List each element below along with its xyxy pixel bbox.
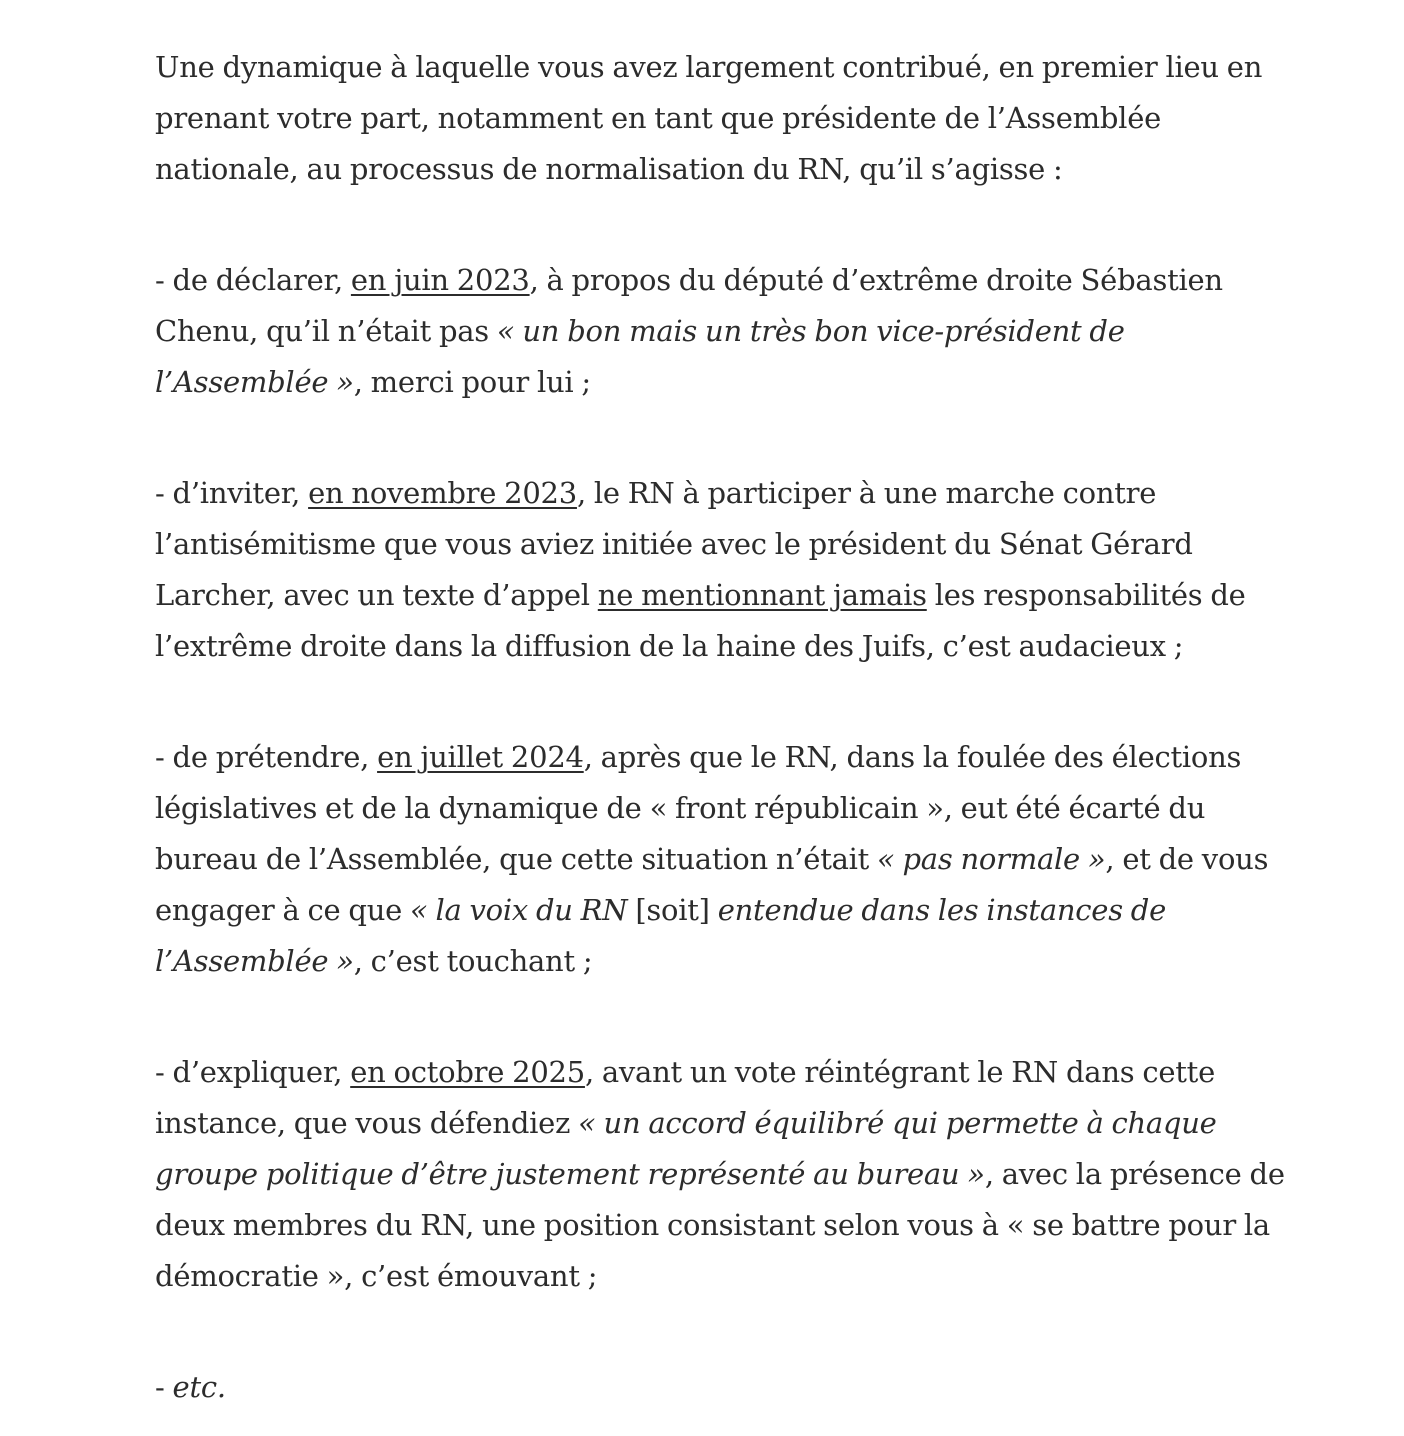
item-text: - d’inviter,: [155, 476, 309, 510]
article-body: [155, 42, 1290, 1413]
item-text: , avant un vote réintégrant le RN dans cette instance, que vous défendiez: [155, 1055, 1215, 1140]
item-text: -: [155, 1370, 173, 1404]
list-item: [155, 255, 1290, 408]
item-text: , à propos du député d’extrême droite Sébastien Chenu, qu’il n’était pas: [155, 263, 1223, 348]
link-juillet-2024[interactable]: en juillet 2024: [377, 740, 584, 774]
list-item: [155, 1047, 1290, 1302]
item-etc: etc.: [172, 1370, 226, 1404]
item-text: , après que le RN, dans la foulée des élections législatives et de la dynamique de « front républicain », eut été écarté du bureau de l’Assemblée, que cette situation n’était: [155, 740, 1242, 876]
item-text: - de déclarer,: [155, 263, 351, 297]
item-quote: « un bon mais un très bon vice-président de l’Assemblée »: [155, 314, 1125, 399]
list-item: [155, 1362, 1290, 1413]
link-novembre-2023[interactable]: en novembre 2023: [308, 476, 577, 510]
intro-text: Une dynamique à laquelle vous avez largement contribué, en premier lieu en prenant votre part, notamment en tant que présidente de l’Assemblée nationale, au processus de normalisation du RN, qu’il s’agisse :: [155, 50, 1263, 186]
item-text: , le RN à participer à une marche contre l’antisémitisme que vous aviez initiée avec le président du Sénat Gérard Larcher, avec un texte d’appel: [155, 476, 1193, 612]
list-item: [155, 468, 1290, 672]
link-octobre-2025[interactable]: en octobre 2025: [350, 1055, 585, 1089]
item-text: , merci pour lui ;: [353, 365, 591, 399]
item-text: - d’expliquer,: [155, 1055, 351, 1089]
item-text: - de prétendre,: [155, 740, 378, 774]
item-quote: « la voix du RN: [410, 893, 628, 927]
item-text: , c’est touchant ;: [353, 944, 593, 978]
item-text: , avec la présence de deux membres du RN, une position consistant selon vous à « se battre pour la démocratie », c’est émouvant ;: [155, 1157, 1285, 1293]
link-juin-2023[interactable]: en juin 2023: [350, 263, 530, 297]
item-quote: entendue dans les instances de l’Assemblée »: [155, 893, 1167, 978]
item-text: , et de vous engager à ce que: [155, 842, 1269, 927]
link-ne-mentionnant-jamais[interactable]: ne mentionnant jamais: [597, 578, 927, 612]
item-text: [soit]: [627, 893, 718, 927]
item-quote: « pas normale »: [877, 842, 1106, 876]
list-item: [155, 732, 1290, 987]
intro-paragraph: [155, 42, 1290, 195]
item-text: les responsabilités de l’extrême droite dans la diffusion de la haine des Juifs, c’est audacieux ;: [155, 578, 1246, 663]
item-quote: « un accord équilibré qui permette à chaque groupe politique d’être justement représenté au bureau »: [155, 1106, 1217, 1191]
